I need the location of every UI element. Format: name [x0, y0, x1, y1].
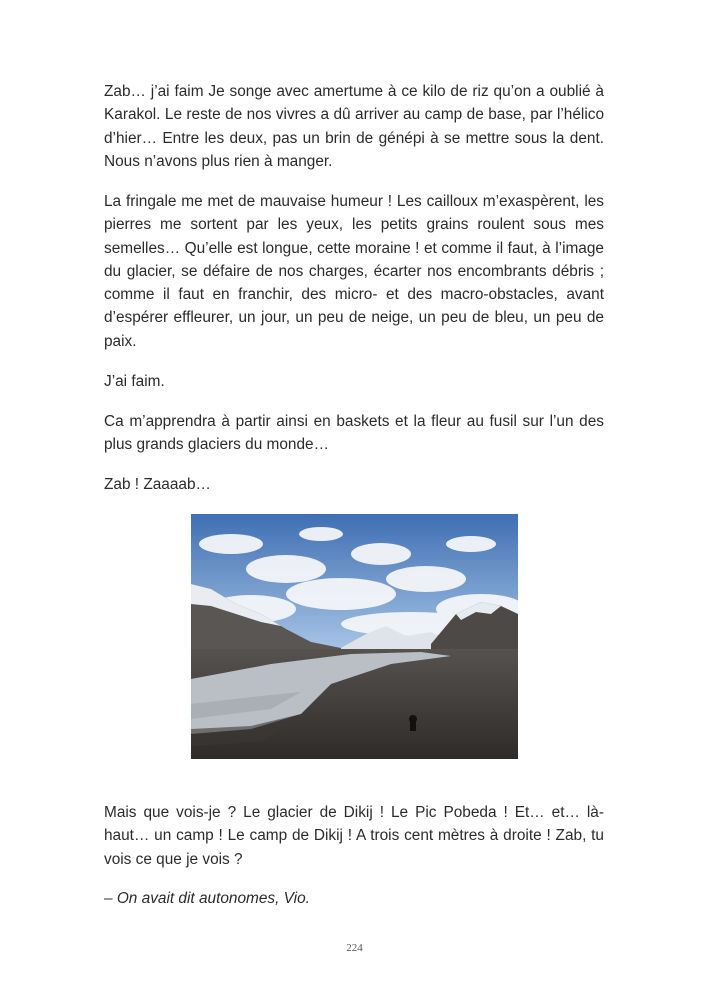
paragraph-2: La fringale me met de mauvaise humeur ! Les cailloux m’exaspèrent, les pierres me sortent par les yeux, les petits grains roulent sous mes semelles… Qu’elle est longue, cette moraine ! et comme il faut, à l’image du glacier, se défaire de nos charges, écarter nos encombrants débris ; comme il faut en franchir, des micro- et des macro-obstacles, avant d’espérer effleurer, un jour, un peu de neige, un peu de bleu, un peu de paix.: [104, 193, 604, 350]
page-number: 224: [346, 942, 363, 954]
paragraph-4: Ca m’apprendra à partir ainsi en baskets et la fleur au fusil sur l’un des plus grands glaciers du monde…: [104, 413, 604, 454]
paragraph-3: J’ai faim.: [104, 373, 165, 390]
paragraph-1: Zab… j’ai faim Je songe avec amertume à ce kilo de riz qu’on a oublié à Karakol. Le reste de nos vivres a dû arriver au camp de base, par l’hélico d’hier… Entre les deux, pas un brin de génépi à se mettre sous la dent. Nous n’avons plus rien à manger.: [104, 83, 604, 170]
paragraph-6: Mais que vois-je ? Le glacier de Dikij ! Le Pic Pobeda ! Et… et… là-haut… un camp ! Le camp de Dikij ! A trois cent mètres à droite ! Zab, tu vois ce que je vois ?: [104, 804, 604, 868]
paragraph-7-dialogue: – On avait dit autonomes, Vio.: [104, 890, 310, 907]
paragraph-5: Zab ! Zaaaab…: [104, 476, 211, 493]
glacier-photo: [191, 514, 518, 759]
glacier-photo-illustration: [191, 514, 518, 759]
